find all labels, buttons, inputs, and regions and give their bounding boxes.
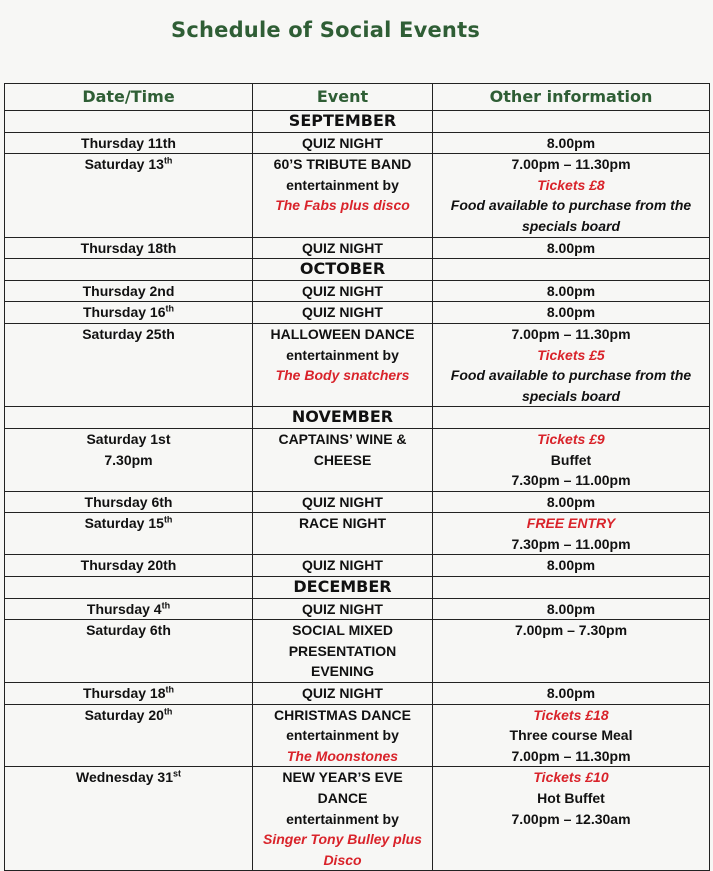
- table-row: [5, 302, 710, 324]
- row-info: Tickets £10 Hot Buffet 7.00pm – 12.30am: [433, 767, 710, 871]
- row-date: Wednesday 31st: [5, 767, 253, 871]
- month-label: SEPTEMBER: [253, 111, 433, 133]
- table-row: [5, 683, 710, 705]
- table-row: [5, 555, 710, 577]
- table-row: [5, 323, 710, 406]
- row-info: 7.00pm – 11.30pm Tickets £8 Food available to purchase from the specials board: [433, 154, 710, 237]
- row-info: 8.00pm: [433, 132, 710, 154]
- row-event: QUIZ NIGHT: [253, 683, 433, 705]
- row-info: 7.00pm – 7.30pm: [433, 620, 710, 683]
- row-date: Thursday 2nd: [5, 280, 253, 302]
- table-row: [5, 132, 710, 154]
- month-label: DECEMBER: [253, 577, 433, 599]
- table-row: [5, 491, 710, 513]
- row-date: Saturday 6th: [5, 620, 253, 683]
- row-info: 8.00pm: [433, 598, 710, 620]
- header-date: Date/Time: [5, 84, 253, 111]
- row-info: 8.00pm: [433, 302, 710, 324]
- row-info: Tickets £9 Buffet 7.30pm – 11.00pm: [433, 428, 710, 491]
- table-row: [5, 598, 710, 620]
- table-row: [5, 280, 710, 302]
- row-event: SOCIAL MIXED PRESENTATION EVENING: [253, 620, 433, 683]
- row-info: 7.00pm – 11.30pm Tickets £5 Food available to purchase from the specials board: [433, 323, 710, 406]
- row-date: Thursday 18th: [5, 237, 253, 259]
- row-date: Thursday 6th: [5, 491, 253, 513]
- row-event: QUIZ NIGHT: [253, 491, 433, 513]
- table-row: [5, 428, 710, 491]
- row-date: Thursday 11th: [5, 132, 253, 154]
- row-date: Saturday 1st 7.30pm: [5, 428, 253, 491]
- row-event: QUIZ NIGHT: [253, 598, 433, 620]
- row-date: Saturday 13th: [5, 154, 253, 237]
- table-row: [5, 620, 710, 683]
- page-title: Schedule of Social Events: [171, 18, 481, 42]
- month-row-september: [5, 111, 710, 133]
- header-info: Other information: [433, 84, 710, 111]
- month-row-november: [5, 407, 710, 429]
- row-event: HALLOWEEN DANCE entertainment by The Body snatchers: [253, 323, 433, 406]
- row-date: Saturday 25th: [5, 323, 253, 406]
- month-label: NOVEMBER: [253, 407, 433, 429]
- row-event: QUIZ NIGHT: [253, 132, 433, 154]
- row-event: RACE NIGHT: [253, 513, 433, 555]
- table-row: [5, 513, 710, 555]
- row-info: 8.00pm: [433, 280, 710, 302]
- month-row-october: [5, 259, 710, 281]
- row-event: NEW YEAR’S EVE DANCE entertainment by Singer Tony Bulley plus Disco: [253, 767, 433, 871]
- row-info: 8.00pm: [433, 683, 710, 705]
- month-row-december: [5, 577, 710, 599]
- row-info: Tickets £18 Three course Meal 7.00pm – 11.30pm: [433, 704, 710, 767]
- table-row: [5, 767, 710, 871]
- header-event: Event: [253, 84, 433, 111]
- table-row: [5, 237, 710, 259]
- row-date: Thursday 16th: [5, 302, 253, 324]
- row-date: Thursday 4th: [5, 598, 253, 620]
- row-event: QUIZ NIGHT: [253, 237, 433, 259]
- row-date: Saturday 20th: [5, 704, 253, 767]
- row-event: QUIZ NIGHT: [253, 555, 433, 577]
- row-event: CAPTAINS’ WINE & CHEESE: [253, 428, 433, 491]
- row-info: FREE ENTRY 7.30pm – 11.00pm: [433, 513, 710, 555]
- row-event: 60’S TRIBUTE BAND entertainment by The Fabs plus disco: [253, 154, 433, 237]
- header-row: [5, 84, 710, 111]
- row-event: CHRISTMAS DANCE entertainment by The Moonstones: [253, 704, 433, 767]
- table-row: [5, 704, 710, 767]
- table-row: [5, 154, 710, 237]
- month-label: OCTOBER: [253, 259, 433, 281]
- row-event: QUIZ NIGHT: [253, 280, 433, 302]
- schedule-table: [4, 83, 710, 871]
- row-date: Thursday 18th: [5, 683, 253, 705]
- row-info: 8.00pm: [433, 555, 710, 577]
- row-date: Thursday 20th: [5, 555, 253, 577]
- row-info: 8.00pm: [433, 491, 710, 513]
- row-info: 8.00pm: [433, 237, 710, 259]
- row-event: QUIZ NIGHT: [253, 302, 433, 324]
- row-date: Saturday 15th: [5, 513, 253, 555]
